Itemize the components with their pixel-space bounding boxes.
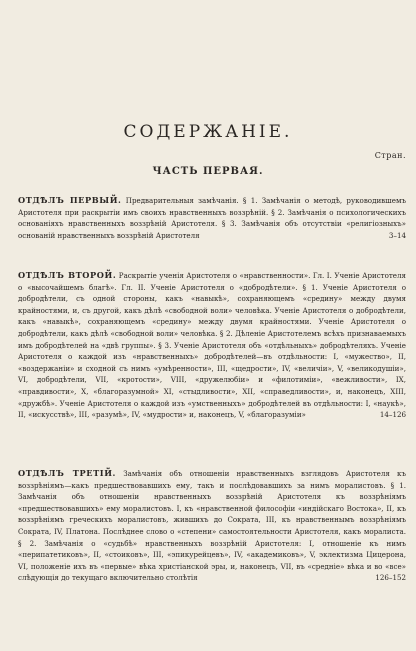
part-title: ЧАСТЬ ПЕРВАЯ. — [152, 166, 264, 177]
page-title: СОДЕРЖАНІЕ. — [123, 122, 293, 142]
section-heading: ОТДѢЛЪ ПЕРВЫЙ. — [18, 195, 122, 205]
section-text: Предварительныя замѣчанія. § 1. Замѣчанія о методѣ, руководившемъ Аристотеля при раскрытіи имъ своихъ нравственныхъ воззрѣній. § 2. Замѣчанія о психологическихъ основаніяхъ нравственныхъ воззрѣній Аристотеля. § 3. Замѣчанія объ отсутствіи «религіозныхъ» основаній нравственныхъ воззрѣній Аристотеля — [18, 196, 406, 240]
section-text: Раскрытіе ученія Аристотеля о «нравственности». Гл. I. Ученіе Аристотеля о «высочайшемъ благѣ». Гл. II. Ученіе Аристотеля о «добродѣтели». § 1. Ученіе Аристотеля о добродѣтели, съ одной стороны, какъ «навыкѣ», сохраняющемъ «средину» между двумя крайностями, и, съ другой, какъ дѣлѣ «свободной воли» человѣка. Ученіе Аристотеля о добродѣтели, какъ «навыкѣ», сохраняющемъ «средину» между двумя крайностями. Ученіе Аристотеля о добродѣтели, какъ дѣлѣ «свободной воли» человѣка. § 2. Дѣленіе Аристотелемъ всѣхъ признаваемыхъ имъ добродѣтелей на «двѣ группы». § 3. Ученіе Аристотеля объ «отдѣльныхъ» добродѣтеляхъ. Ученіе Аристотеля о каждой изъ «нравственныхъ» добродѣтелей—въ отдѣльности: I, «мужество», II, «воздержаніи» и сходной съ нимъ «умѣренности», III, «щедрости», IV, «величіи», V, «великодушіи», VI, добродѣтели, VII, «кротости», VIII, «дружелюбіи» и «филотиміи», «вежливости», IX, «правдивости», X, «благоразумной» XI, «стыдливости», XII, «справедливости», и, наконецъ, XIII, «дружбѣ». Ученіе Аристотеля о каждой изъ «умственныхъ» добродѣтелей въ отдѣльности: I, «наукѣ», II, «искусствѣ», III, «разумѣ», IV, «мудрости» и, наконецъ, V, «благоразуміи» — [18, 271, 406, 420]
section-heading: ОТДѢЛЪ ТРЕТІЙ. — [18, 468, 117, 478]
toc-section-3 — [18, 468, 406, 584]
section-pages: 126–152 — [375, 573, 406, 583]
toc-section-1 — [18, 195, 406, 241]
pages-column-label: Стран. — [374, 151, 406, 160]
section-heading: ОТДѢЛЪ ВТОРОЙ. — [18, 270, 117, 280]
section-pages: 14–126 — [379, 410, 406, 420]
section-pages: 3–14 — [388, 230, 406, 240]
toc-section-2 — [18, 270, 406, 421]
section-text: Замѣчанія объ отношеніи нравственныхъ взглядовъ Аристотеля къ воззрѣніямъ—какъ предшествовавшихъ ему, такъ и послѣдовавшихъ за нимъ моралистовъ. § 1. Замѣчанія объ отношеніи нравственныхъ воззрѣній Аристотеля къ воззрѣніямъ «предшествовавшихъ» ему моралистовъ. I, къ «нравственной философіи «индійскаго Востока», II, къ воззрѣніямъ греческихъ моралистовъ, жившихъ до Сократа, III, къ нравственнымъ воззрѣніямъ Сократа, IV, Платона. Послѣднее слово о «степени» самостоятельности Аристотеля, какъ моралиста. § 2. Замѣчанія о «судьбѣ» нравственныхъ воззрѣній Аристотеля: I, отношеніе къ нимъ «перипатетиковъ», II, «стоиковъ», III, «эпикурейцевъ», IV, «академиковъ», V, эклектизма Цицерона, VI, положеніе ихъ въ «первые» вѣка христіанской эры, и, наконецъ, VII, въ «средніе» вѣка и во «все» слѣдующія до текущаго включительно столѣтія — [18, 469, 406, 583]
